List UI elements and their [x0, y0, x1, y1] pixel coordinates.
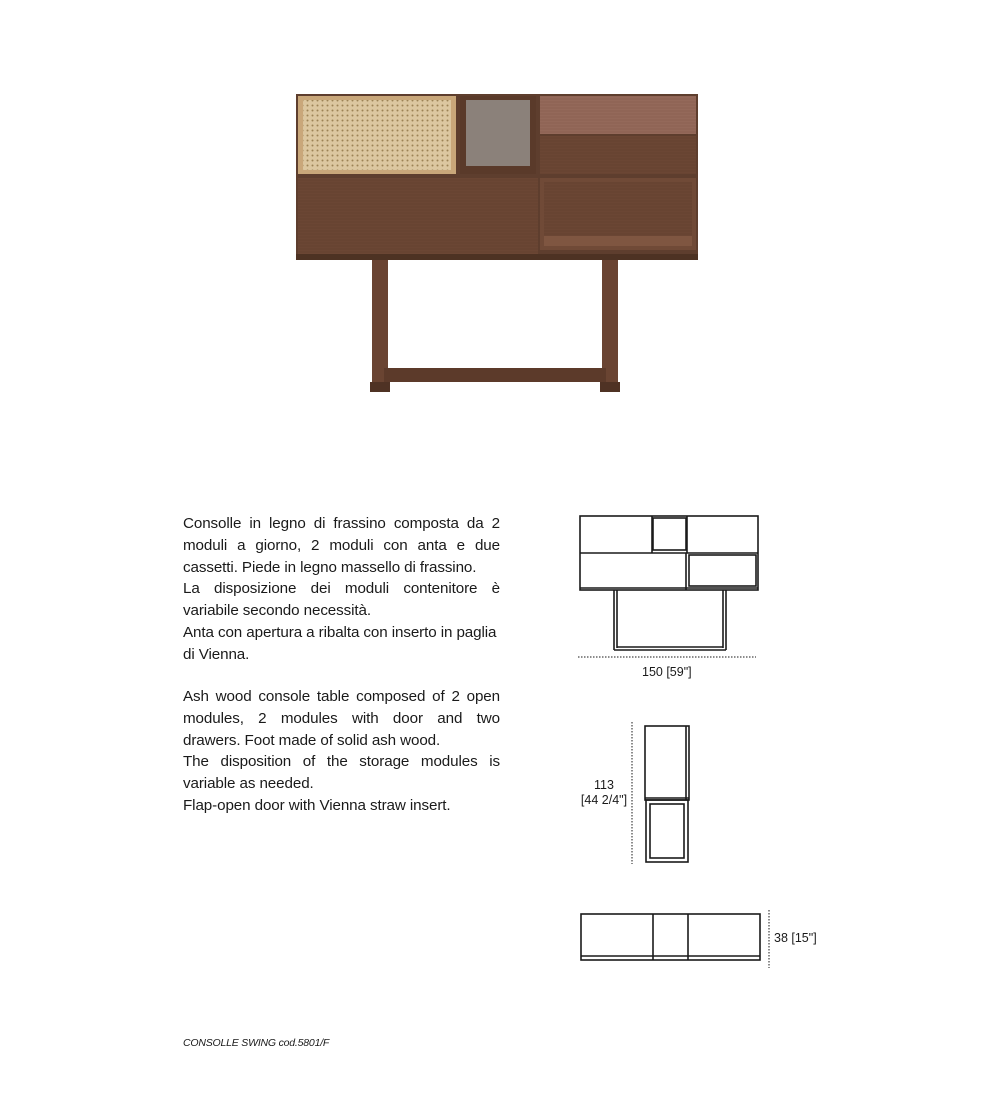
description-line: Ash wood console table composed of 2 open modules, 2 modules with door and two drawers. Foot made of solid ash wood.: [183, 688, 500, 749]
description-english: [183, 686, 500, 817]
height-value: 113: [594, 778, 614, 792]
description-line: Consolle in legno di frassino composta da 2 moduli a giorno, 2 moduli con anta e due cassetti. Piede in legno massello di frassino.: [183, 515, 500, 576]
front-view-drawing: [574, 512, 764, 664]
description-italian: [183, 513, 500, 666]
description-line: Anta con apertura a ribalta con inserto in paglia di Vienna.: [183, 623, 497, 663]
description-line: Flap-open door with Vienna straw insert.: [183, 796, 451, 814]
product-photo: [290, 88, 710, 398]
height-dimension-label: [580, 778, 628, 808]
height-imperial: [44 2/4"]: [580, 793, 628, 807]
drawer-bottom: [540, 136, 696, 174]
width-dimension-label: 150 [59"]: [642, 665, 692, 679]
leg-crossbar: [384, 368, 606, 382]
top-view-drawing: [576, 906, 776, 970]
flap-door: [298, 178, 538, 256]
drawer-top: [540, 96, 696, 134]
description-line: The disposition of the storage modules is variable as needed.: [183, 753, 500, 793]
depth-dimension-label: 38 [15"]: [774, 931, 817, 945]
side-view-drawing: [626, 720, 698, 868]
description-line: La disposizione dei moduli contenitore è variabile secondo necessità.: [183, 580, 500, 620]
product-code-footer: CONSOLLE SWING cod.5801/F: [183, 1037, 330, 1049]
